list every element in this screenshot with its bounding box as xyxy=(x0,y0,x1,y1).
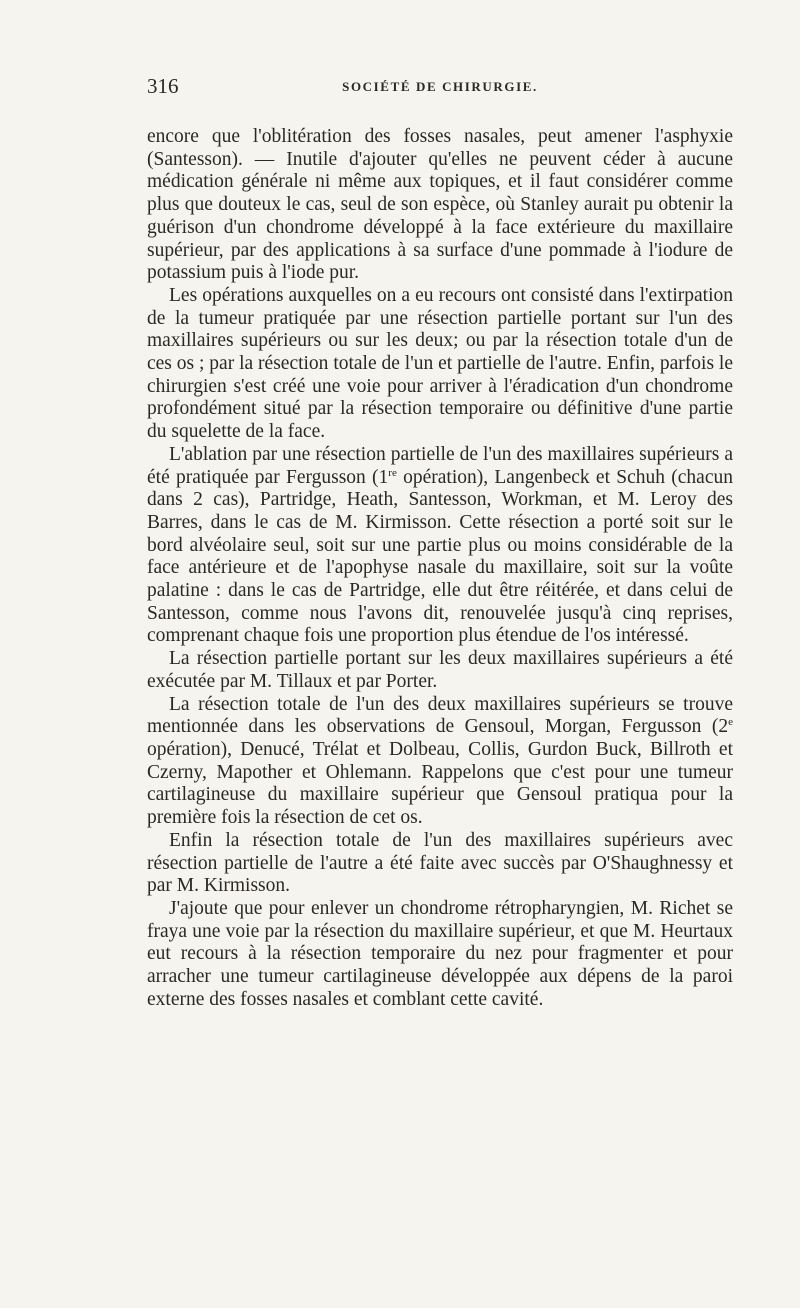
superscript-re: re xyxy=(388,466,397,479)
superscript-e: e xyxy=(728,716,733,729)
paragraph-4: La résection partielle portant sur les deux maxillaires supérieurs a été exécutée par M. Tillaux et par Porter. xyxy=(147,648,733,692)
page-header xyxy=(147,74,733,104)
paragraph-5-part-2: opération), Denucé, Trélat et Dolbeau, Collis, Gurdon Buck, Billroth et Czerny, Mapother et Ohlemann. Rappelons que c'est pour une tumeur cartilagineuse du maxillaire supérieur que Gensoul pratiqua pour la première fois la résection de cet os. xyxy=(147,738,733,829)
paragraph-5-part-1: La résection totale de l'un des deux maxillaires supérieurs se trouve mentionnée dans les observations de Gensoul, Morgan, Fergusson (2 xyxy=(147,693,733,738)
paragraph-6: Enfin la résection totale de l'un des maxillaires supérieurs avec résection partielle de l'autre a été faite avec succès par O'Shaughnessy et par M. Kirmisson. xyxy=(147,829,733,897)
paragraph-3-part-1: L'ablation par une résection partielle de l'un des maxillaires supérieurs a été pratiquée par Fergusson (1 xyxy=(147,443,733,488)
body-text xyxy=(147,126,733,1011)
paragraph-2: Les opérations auxquelles on a eu recours ont consisté dans l'extirpation de la tumeur pratiquée par une résection partielle portant sur l'un des maxillaires supérieurs ou sur les deux; ou par la résection totale d'un de ces os ; par la résection totale de l'un et partielle de l'autre. Enfin, parfois le chirurgien s'est créé une voie pour arriver à l'éradication d'un chondrome profondément situé par la résection temporaire ou définitive d'une partie du squelette de la face. xyxy=(147,284,733,443)
running-title: SOCIÉTÉ DE CHIRURGIE. xyxy=(342,79,538,94)
paragraph-3 xyxy=(147,444,733,648)
paragraph-1: encore que l'oblitération des fosses nasales, peut amener l'asphyxie (Santesson). — Inutile d'ajouter qu'elles ne peuvent céder à aucune médication générale ni même aux topiques, et il faut considérer comme plus que douteux le cas, seul de son espèce, où Stanley aurait pu obtenir la guérison d'un chondrome développé à la face extérieure du maxillaire supérieur, par des applications à sa surface d'une pommade à l'iodure de potassium puis à l'iode pur. xyxy=(147,126,733,284)
paragraph-5 xyxy=(147,694,733,830)
paragraph-7: J'ajoute que pour enlever un chondrome rétropharyngien, M. Richet se fraya une voie par la résection du maxillaire supérieur, et que M. Heurtaux eut recours à la résection temporaire du nez pour fragmenter et pour arracher une tumeur cartilagineuse développée aux dépens de la paroi externe des fosses nasales et comblant cette cavité. xyxy=(147,897,733,1010)
page-number: 316 xyxy=(147,74,179,98)
paragraph-3-part-2: opération), Langenbeck et Schuh (chacun dans 2 cas), Partridge, Heath, Santesson, Workman, et M. Leroy des Barres, dans le cas de M. Kirmisson. Cette résection a porté soit sur le bord alvéolaire seul, soit sur une partie plus ou moins considérable de la face antérieure et de l'apophyse nasale du maxillaire, soit sur la voûte palatine : dans le cas de Partridge, elle dut être réitérée, et dans celui de Santesson, comme nous l'avons dit, renouvelée jusqu'à cinq reprises, comprenant chaque fois une proportion plus étendue de l'os intéressé. xyxy=(147,466,733,647)
